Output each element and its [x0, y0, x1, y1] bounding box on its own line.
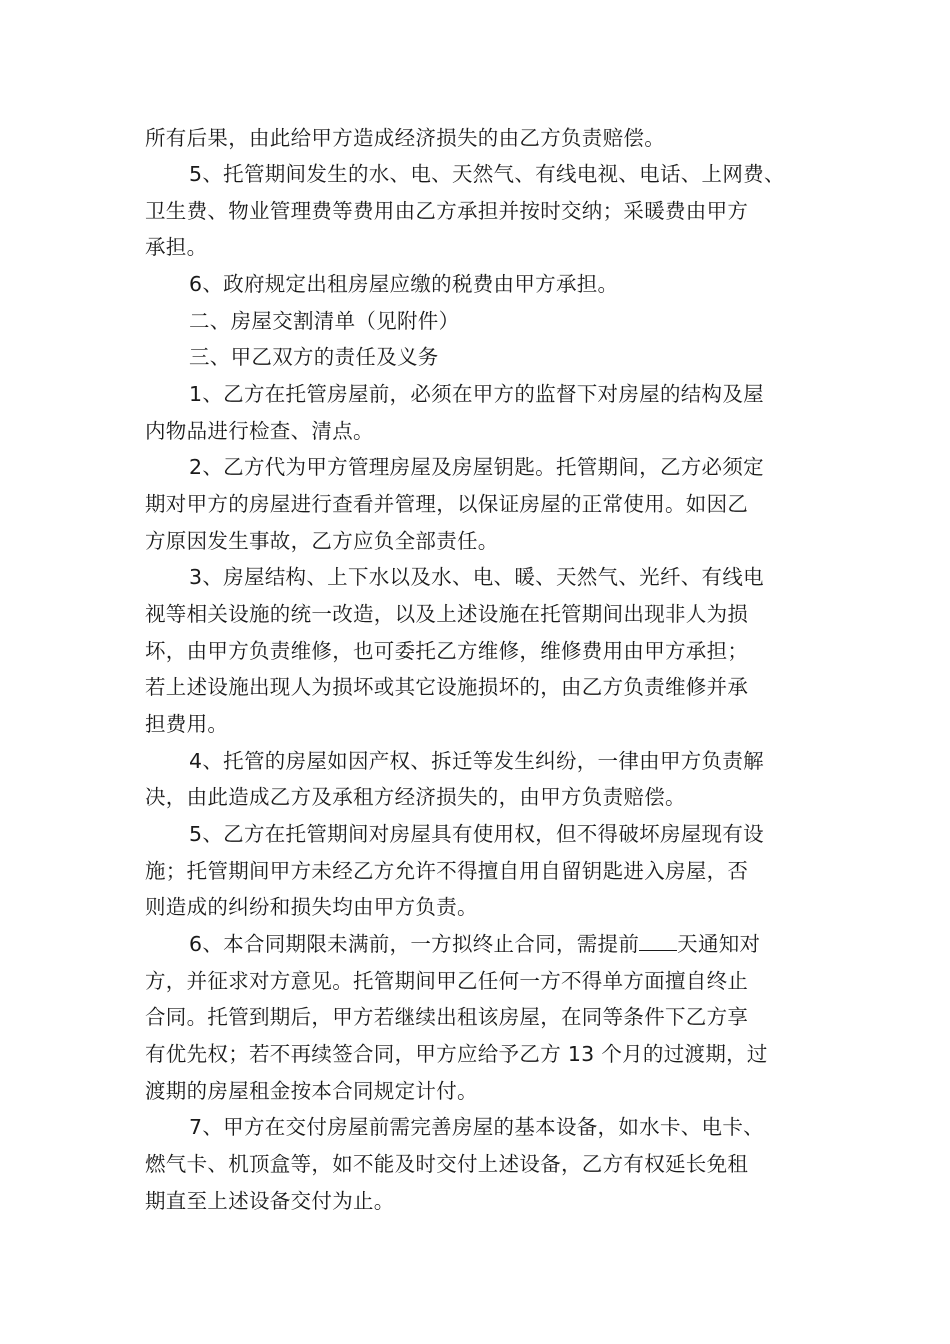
fill-in-blank[interactable]	[639, 930, 677, 951]
text-line: 6、政府规定出租房屋应缴的税费由甲方承担。	[189, 272, 619, 296]
text-line: 2、乙方代为甲方管理房屋及房屋钥匙。托管期间，乙方必须定	[189, 455, 764, 479]
text-line: 5、托管期间发生的水、电、天然气、有线电视、电话、上网费、	[189, 162, 785, 186]
text-line: 5、乙方在托管期间对房屋具有使用权，但不得破坏房屋现有设	[189, 822, 764, 846]
text-line: 合同。托管到期后，甲方若继续出租该房屋，在同等条件下乙方享	[145, 1005, 749, 1029]
text-line: 所有后果，由此给甲方造成经济损失的由乙方负责赔偿。	[145, 126, 665, 150]
text-line: 方原因发生事故，乙方应负全部责任。	[145, 529, 499, 553]
text-line: 施；托管期间甲方未经乙方允许不得擅自用自留钥匙进入房屋，否	[145, 859, 749, 883]
text-line: 决，由此造成乙方及承租方经济损失的，由甲方负责赔偿。	[145, 785, 686, 809]
text-line: 方，并征求对方意见。托管期间甲乙任何一方不得单方面擅自终止	[145, 969, 749, 993]
text-line: 视等相关设施的统一改造，以及上述设施在托管期间出现非人为损	[145, 602, 749, 626]
text-line: 1、乙方在托管房屋前，必须在甲方的监督下对房屋的结构及屋	[189, 382, 764, 406]
text-line: 担费用。	[145, 712, 229, 736]
text-line: 燃气卡、机顶盒等，如不能及时交付上述设备，乙方有权延长免租	[145, 1152, 749, 1176]
text-line: 则造成的纠纷和损失均由甲方负责。	[145, 895, 478, 919]
text-line: 若上述设施出现人为损坏或其它设施损坏的，由乙方负责维修并承	[145, 675, 749, 699]
text-line: 期对甲方的房屋进行查看并管理，以保证房屋的正常使用。如因乙	[145, 492, 749, 516]
text-line: 卫生费、物业管理费等费用由乙方承担并按时交纳；采暖费由甲方	[145, 199, 749, 223]
text-line: 期直至上述设备交付为止。	[145, 1189, 395, 1213]
text-line: 渡期的房屋租金按本合同规定计付。	[145, 1079, 478, 1103]
text-line: 4、托管的房屋如因产权、拆迁等发生纠纷，一律由甲方负责解	[189, 749, 764, 773]
text-line: 3、房屋结构、上下水以及水、电、暖、天然气、光纤、有线电	[189, 565, 764, 589]
text-line: 7、甲方在交付房屋前需完善房屋的基本设备，如水卡、电卡、	[189, 1115, 764, 1139]
text-line: 有优先权；若不再续签合同，甲方应给予乙方 13 个月的过渡期，过	[145, 1042, 768, 1066]
section-heading: 三、甲乙双方的责任及义务	[189, 345, 439, 369]
text-line: 承担。	[145, 235, 208, 259]
text-line	[189, 926, 760, 962]
text-segment: 天通知对	[677, 932, 761, 956]
text-line: 坏，由甲方负责维修，也可委托乙方维修，维修费用由甲方承担；	[145, 639, 749, 663]
text-line: 内物品进行检查、清点。	[145, 419, 374, 443]
text-segment: 6、本合同期限未满前，一方拟终止合同，需提前	[189, 932, 640, 956]
section-heading: 二、房屋交割清单（见附件）	[189, 309, 460, 333]
